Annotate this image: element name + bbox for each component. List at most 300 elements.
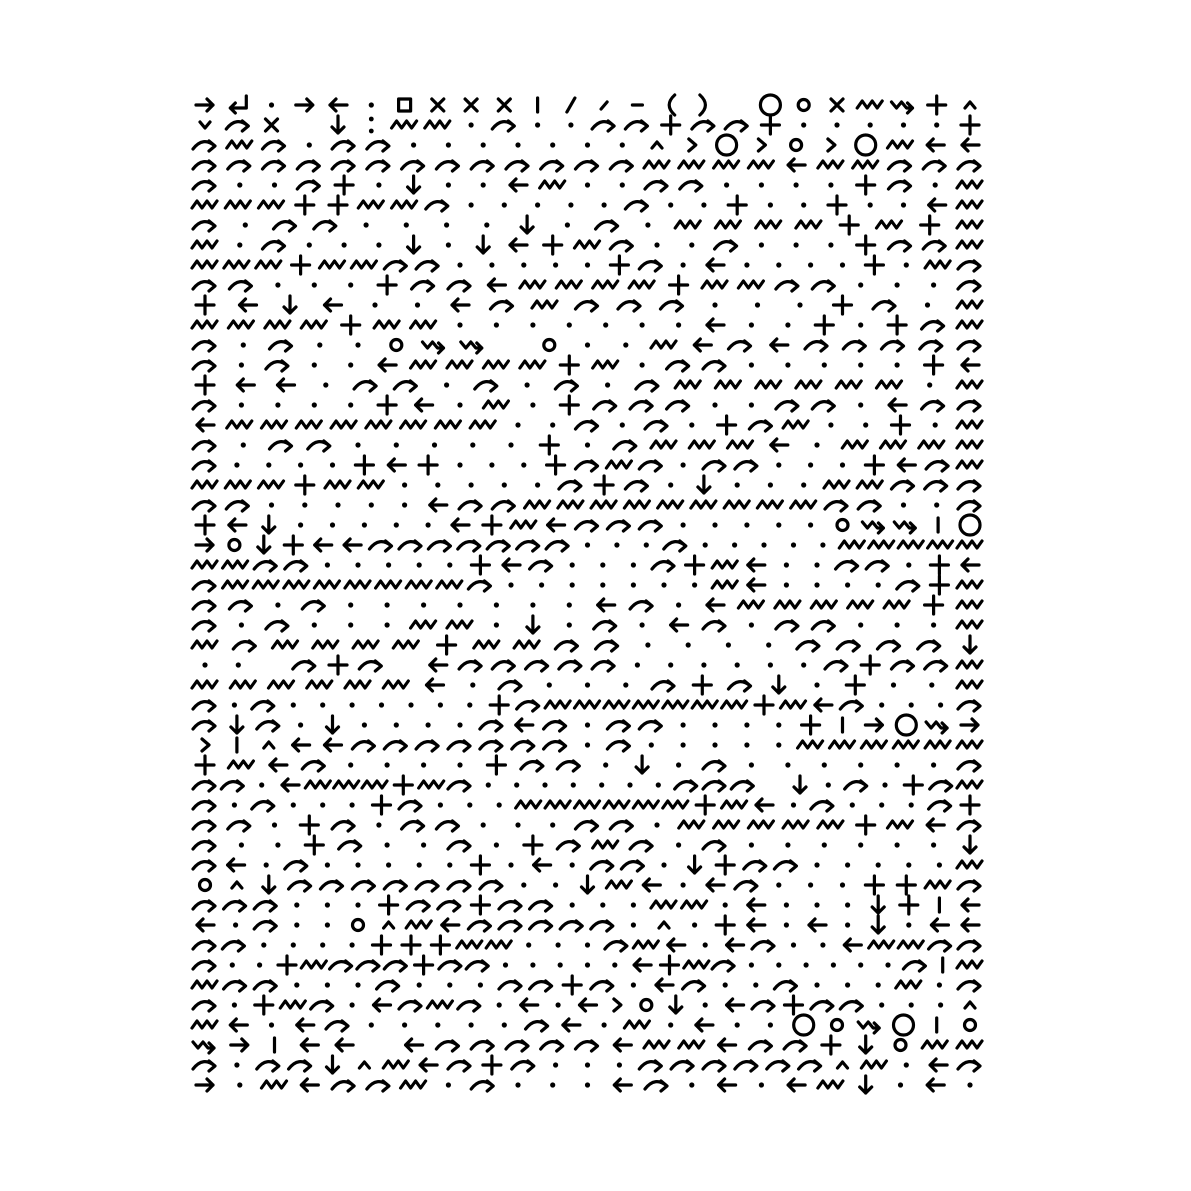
plus-icon xyxy=(402,936,420,954)
dot-icon xyxy=(355,342,360,347)
caret-up-icon xyxy=(652,142,662,148)
plus-icon xyxy=(419,456,437,474)
dot-icon xyxy=(567,322,572,327)
curved-arrow-right-icon xyxy=(530,901,552,911)
dot-icon xyxy=(925,302,930,307)
squiggle-icon xyxy=(406,581,431,588)
arrow-left-icon xyxy=(962,559,979,571)
squiggle-icon xyxy=(836,381,861,388)
curved-arrow-right-icon xyxy=(384,961,406,971)
arrow-left-icon xyxy=(719,1039,736,1051)
curved-arrow-right-icon xyxy=(506,161,528,171)
arrow-left-icon xyxy=(297,1019,314,1031)
dot-icon xyxy=(600,902,605,907)
dot-icon xyxy=(808,522,813,527)
arrow-left-icon xyxy=(430,659,447,671)
curved-arrow-right-icon xyxy=(610,161,632,171)
squiggle-icon xyxy=(401,1081,426,1088)
curved-arrow-right-icon xyxy=(837,641,859,651)
dot-icon xyxy=(236,662,241,667)
dot-icon xyxy=(749,622,754,627)
squiggle-icon xyxy=(898,541,923,548)
dot-icon xyxy=(369,1022,374,1027)
plus-icon xyxy=(610,256,628,274)
curved-arrow-right-icon xyxy=(630,601,652,611)
curved-arrow-right-icon xyxy=(614,441,636,451)
plus-icon xyxy=(544,236,562,254)
squiggle-icon xyxy=(728,441,753,448)
squiggle-icon xyxy=(957,241,982,248)
dot-icon xyxy=(234,1062,239,1067)
curved-arrow-right-icon xyxy=(858,501,880,511)
dot-icon xyxy=(934,122,939,127)
dot-icon xyxy=(550,142,555,147)
dot-icon xyxy=(317,342,322,347)
plus-icon xyxy=(693,676,711,694)
curved-arrow-right-icon xyxy=(224,981,246,991)
dot-icon xyxy=(530,402,535,407)
squiggle-icon xyxy=(877,221,902,228)
arrow-down-icon xyxy=(258,536,270,553)
squiggle-icon xyxy=(957,181,982,188)
dot-icon xyxy=(631,562,636,567)
curved-arrow-right-icon xyxy=(499,921,521,931)
arrow-right-icon xyxy=(196,1079,213,1091)
curved-arrow-right-icon xyxy=(767,1061,789,1071)
dot-icon xyxy=(759,242,764,247)
dot-icon xyxy=(232,702,237,707)
dot-icon xyxy=(703,1002,708,1007)
dot-icon xyxy=(421,602,426,607)
squiggle-icon xyxy=(748,161,773,168)
dot-icon xyxy=(732,542,737,547)
dot-icon xyxy=(348,762,353,767)
dot-icon xyxy=(640,622,645,627)
arrow-left-icon xyxy=(442,919,459,931)
arrow-down-icon xyxy=(698,476,710,493)
squiggle-icon xyxy=(411,321,436,328)
squiggle-icon xyxy=(957,581,982,588)
glyph-row xyxy=(193,499,980,511)
squiggle-icon xyxy=(869,541,894,548)
dot-icon xyxy=(895,622,900,627)
curved-arrow-right-icon xyxy=(326,1021,348,1031)
squiggle-icon xyxy=(262,421,287,428)
dot-icon xyxy=(631,902,636,907)
squiggle-icon xyxy=(366,421,391,428)
arrow-left-icon xyxy=(788,159,805,171)
curved-arrow-right-icon xyxy=(929,941,951,951)
curved-arrow-right-icon xyxy=(526,1021,548,1031)
arrow-left-icon xyxy=(301,1039,318,1051)
arrow-left-icon xyxy=(707,319,724,331)
dot-icon xyxy=(494,322,499,327)
dot-icon xyxy=(645,222,650,227)
arrow-left-icon xyxy=(756,799,773,811)
curved-arrow-right-icon xyxy=(224,901,246,911)
dot-icon xyxy=(481,822,486,827)
curved-arrow-right-icon xyxy=(925,661,947,671)
dot-icon xyxy=(676,322,681,327)
dot-icon xyxy=(408,702,413,707)
curved-arrow-right-icon xyxy=(193,701,215,711)
dot-icon xyxy=(233,922,238,927)
curved-arrow-right-icon xyxy=(193,901,215,911)
curved-arrow-right-icon xyxy=(752,1001,774,1011)
squiggle-icon xyxy=(722,801,747,808)
curved-arrow-right-icon xyxy=(448,781,470,791)
dot-icon xyxy=(269,502,274,507)
dot-icon xyxy=(828,182,833,187)
caret-up-icon xyxy=(264,742,274,748)
curved-arrow-right-icon xyxy=(332,141,354,151)
dot-icon xyxy=(614,542,619,547)
dot-icon xyxy=(895,282,900,287)
dot-icon xyxy=(348,362,353,367)
plus-icon xyxy=(716,916,734,934)
squiggle-icon xyxy=(540,181,565,188)
dot-icon xyxy=(394,722,399,727)
dot-icon xyxy=(298,522,303,527)
plus-icon xyxy=(342,316,360,334)
curved-arrow-right-icon xyxy=(492,501,514,511)
curved-arrow-right-icon xyxy=(266,361,288,371)
squiggle-icon xyxy=(483,361,508,368)
curved-arrow-right-icon xyxy=(426,201,448,211)
dot-icon xyxy=(325,862,330,867)
curved-arrow-right-icon xyxy=(471,161,493,171)
dot-icon xyxy=(744,722,749,727)
squiggle-icon xyxy=(419,781,444,788)
arrow-down-icon xyxy=(636,756,648,773)
plus-icon xyxy=(822,1036,840,1054)
squiggle-icon xyxy=(957,421,982,428)
dot-icon xyxy=(457,462,462,467)
curved-arrow-right-icon xyxy=(407,901,429,911)
plus-icon xyxy=(373,936,391,954)
plus-icon xyxy=(834,296,852,314)
dot-icon xyxy=(348,602,353,607)
plus-icon xyxy=(662,116,680,134)
dot-icon xyxy=(330,522,335,527)
arrow-left-icon xyxy=(430,499,447,511)
curved-arrow-right-icon xyxy=(878,641,900,651)
curved-arrow-right-icon xyxy=(263,161,285,171)
glyph-row xyxy=(192,556,979,574)
dot-icon xyxy=(631,922,636,927)
squiggle-icon xyxy=(957,681,982,688)
dot-icon xyxy=(759,1082,764,1087)
dot-icon xyxy=(259,782,264,787)
curved-arrow-right-icon xyxy=(958,161,980,171)
plus-icon xyxy=(196,756,214,774)
dot-icon xyxy=(797,302,802,307)
dot-icon xyxy=(350,802,355,807)
dot-icon xyxy=(350,702,355,707)
glyph-row xyxy=(193,216,982,234)
squiggle-icon xyxy=(351,261,376,268)
dot-icon xyxy=(237,182,242,187)
arrow-left-icon xyxy=(534,859,551,871)
dot-icon xyxy=(291,702,296,707)
dot-icon xyxy=(585,442,590,447)
dot-icon xyxy=(868,122,873,127)
squiggle-arrow-icon xyxy=(193,1042,214,1053)
dot-icon xyxy=(325,562,330,567)
dot-icon xyxy=(444,382,449,387)
dot-icon xyxy=(402,502,407,507)
glyph-row xyxy=(197,416,982,434)
arrow-left-icon xyxy=(548,519,565,531)
plus-icon xyxy=(296,476,314,494)
squiggle-icon xyxy=(884,601,909,608)
squiggle-icon xyxy=(313,641,338,648)
squiggle-icon xyxy=(325,481,350,488)
glyph-row xyxy=(193,776,982,794)
squiggle-icon xyxy=(702,281,727,288)
dot-icon xyxy=(565,222,570,227)
dot-icon xyxy=(269,1022,274,1027)
dot-icon xyxy=(325,922,330,927)
squiggle-arrow-icon xyxy=(892,102,913,113)
arrow-down-icon xyxy=(327,716,339,733)
plus-icon xyxy=(431,936,449,954)
curved-arrow-right-icon xyxy=(703,621,725,631)
plus-icon xyxy=(755,696,773,714)
curved-arrow-right-icon xyxy=(667,401,689,411)
small-circle-icon xyxy=(965,1020,976,1031)
arrow-left-icon xyxy=(330,99,347,111)
squiggle-icon xyxy=(712,561,737,568)
curved-arrow-right-icon xyxy=(384,881,406,891)
dot-icon xyxy=(840,262,845,267)
dot-icon xyxy=(355,862,360,867)
arrow-left-icon xyxy=(696,1019,713,1031)
squiggle-icon xyxy=(791,501,816,508)
dot-icon xyxy=(320,802,325,807)
squiggle-icon xyxy=(474,641,499,648)
plus-icon xyxy=(524,836,542,854)
squiggle-icon xyxy=(511,521,536,528)
dot-icon xyxy=(749,322,754,327)
dot-icon xyxy=(785,322,790,327)
curved-arrow-right-icon xyxy=(712,961,734,971)
arrow-down-icon xyxy=(670,996,682,1013)
squiggle-icon xyxy=(253,581,278,588)
return-arrow-icon xyxy=(230,96,246,113)
squiggle-icon xyxy=(425,121,450,128)
curved-arrow-right-icon xyxy=(958,701,980,711)
squiggle-icon xyxy=(675,221,700,228)
dot-icon xyxy=(712,402,717,407)
dot-icon xyxy=(307,242,312,247)
dot-icon xyxy=(567,602,572,607)
dot-icon xyxy=(938,1002,943,1007)
curved-arrow-right-icon xyxy=(499,901,521,911)
dot-icon xyxy=(845,582,850,587)
curved-arrow-right-icon xyxy=(591,921,613,931)
dot-icon xyxy=(312,402,317,407)
curved-arrow-right-icon xyxy=(377,981,399,991)
curved-arrow-right-icon xyxy=(257,1061,279,1071)
dot-icon xyxy=(845,862,850,867)
curved-arrow-right-icon xyxy=(193,221,215,231)
squiggle-icon xyxy=(575,241,600,248)
curved-arrow-right-icon xyxy=(487,541,509,551)
curved-arrow-right-icon xyxy=(703,1061,725,1071)
dot-icon xyxy=(814,902,819,907)
dot-icon xyxy=(264,862,269,867)
dot-icon xyxy=(435,482,440,487)
dot-icon xyxy=(906,862,911,867)
curved-arrow-right-icon xyxy=(729,681,751,691)
arrow-left-icon xyxy=(707,259,724,271)
squiggle-icon xyxy=(692,701,717,708)
curved-arrow-right-icon xyxy=(193,801,215,811)
curved-arrow-right-icon xyxy=(703,461,725,471)
dot-icon xyxy=(494,622,499,627)
arrow-down-icon xyxy=(794,776,806,793)
dot-icon xyxy=(858,842,863,847)
glyph-row xyxy=(192,636,976,654)
large-circle-icon xyxy=(760,95,780,115)
squiggle-icon xyxy=(818,821,843,828)
squiggle-icon xyxy=(192,261,217,268)
dot-icon xyxy=(612,962,617,967)
dot-icon xyxy=(385,762,390,767)
squiggle-icon xyxy=(888,141,913,148)
dot-icon xyxy=(355,982,360,987)
dot-icon xyxy=(494,842,499,847)
plus-icon xyxy=(394,776,412,794)
dot-icon xyxy=(681,742,686,747)
squiggle-icon xyxy=(273,641,298,648)
arrow-left-icon xyxy=(510,239,527,251)
dot-icon xyxy=(784,922,789,927)
squiggle-icon xyxy=(256,261,281,268)
plus-icon xyxy=(471,856,489,874)
arrow-down-icon xyxy=(332,116,344,133)
curved-arrow-right-icon xyxy=(471,1041,493,1051)
curved-arrow-right-icon xyxy=(811,801,833,811)
dot-icon xyxy=(489,462,494,467)
curved-arrow-right-icon xyxy=(459,501,481,511)
dot-icon xyxy=(417,562,422,567)
dot-icon xyxy=(481,142,486,147)
curved-arrow-right-icon xyxy=(958,501,980,511)
dot-icon xyxy=(620,422,625,427)
dot-icon xyxy=(547,682,552,687)
dot-icon xyxy=(261,942,266,947)
squiggle-icon xyxy=(520,281,545,288)
plus-icon xyxy=(487,756,505,774)
dot-icon xyxy=(712,742,717,747)
squiggle-icon xyxy=(624,501,649,508)
arrow-left-icon xyxy=(237,379,254,391)
squiggle-icon xyxy=(848,601,873,608)
dot-icon xyxy=(904,1062,909,1067)
glyph-row xyxy=(196,756,980,774)
paren-right-icon xyxy=(700,95,706,115)
plus-icon xyxy=(196,516,214,534)
squiggle-icon xyxy=(748,821,773,828)
curved-arrow-right-icon xyxy=(289,1061,311,1071)
dot-icon xyxy=(768,1022,773,1027)
curved-arrow-right-icon xyxy=(555,381,577,391)
dot-icon xyxy=(320,702,325,707)
dot-icon xyxy=(515,422,520,427)
dot-icon xyxy=(828,242,833,247)
squiggle-icon xyxy=(842,441,867,448)
curved-arrow-right-icon xyxy=(596,641,618,651)
caret-down-icon xyxy=(200,122,210,128)
plus-icon xyxy=(563,976,581,994)
small-circle-icon xyxy=(641,1000,652,1011)
chevron-right-icon xyxy=(614,999,621,1011)
squiggle-icon xyxy=(824,481,849,488)
plus-icon xyxy=(888,316,906,334)
curved-arrow-right-icon xyxy=(797,641,819,651)
squiggle-icon xyxy=(957,1041,982,1048)
curved-arrow-right-icon xyxy=(576,461,598,471)
dot-icon xyxy=(876,582,881,587)
dot-icon xyxy=(508,862,513,867)
squiggle-icon xyxy=(192,681,217,688)
squiggle-icon xyxy=(811,601,836,608)
dot-icon xyxy=(627,782,632,787)
squiggle-icon xyxy=(818,1081,843,1088)
dot-icon xyxy=(553,882,558,887)
dot-icon xyxy=(446,142,451,147)
dot-icon xyxy=(661,582,666,587)
curved-arrow-right-icon xyxy=(625,121,647,131)
dot-icon xyxy=(355,442,360,447)
curved-arrow-right-icon xyxy=(436,161,458,171)
dot-icon xyxy=(272,822,277,827)
square-icon xyxy=(399,99,411,111)
arrow-left-icon xyxy=(727,939,744,951)
dot-icon xyxy=(446,1082,451,1087)
dot-icon xyxy=(530,962,535,967)
dot-icon xyxy=(232,1002,237,1007)
dot-icon xyxy=(768,202,773,207)
curved-arrow-right-icon xyxy=(370,541,392,551)
curved-arrow-right-icon xyxy=(263,141,285,151)
arrow-left-icon xyxy=(694,339,711,351)
arrow-left-icon xyxy=(510,179,527,191)
curved-arrow-right-icon xyxy=(438,901,460,911)
curved-arrow-right-icon xyxy=(384,261,406,271)
plus-icon xyxy=(928,96,946,114)
curved-arrow-right-icon xyxy=(749,421,771,431)
arrow-left-icon xyxy=(671,619,688,631)
dot-icon xyxy=(784,562,789,567)
dot-icon xyxy=(840,462,845,467)
dot-icon xyxy=(735,662,740,667)
glyph-row xyxy=(193,856,982,874)
dot-icon xyxy=(558,962,563,967)
squiggle-icon xyxy=(928,541,953,548)
curved-arrow-right-icon xyxy=(332,161,354,171)
squiggle-icon xyxy=(691,501,716,508)
arrow-left-icon xyxy=(634,959,651,971)
squiggle-icon xyxy=(314,581,339,588)
glyph-row xyxy=(200,116,979,134)
chevron-right-icon xyxy=(828,139,835,151)
curved-arrow-right-icon xyxy=(252,801,274,811)
squiggle-icon xyxy=(724,501,749,508)
squiggle-icon xyxy=(223,581,248,588)
